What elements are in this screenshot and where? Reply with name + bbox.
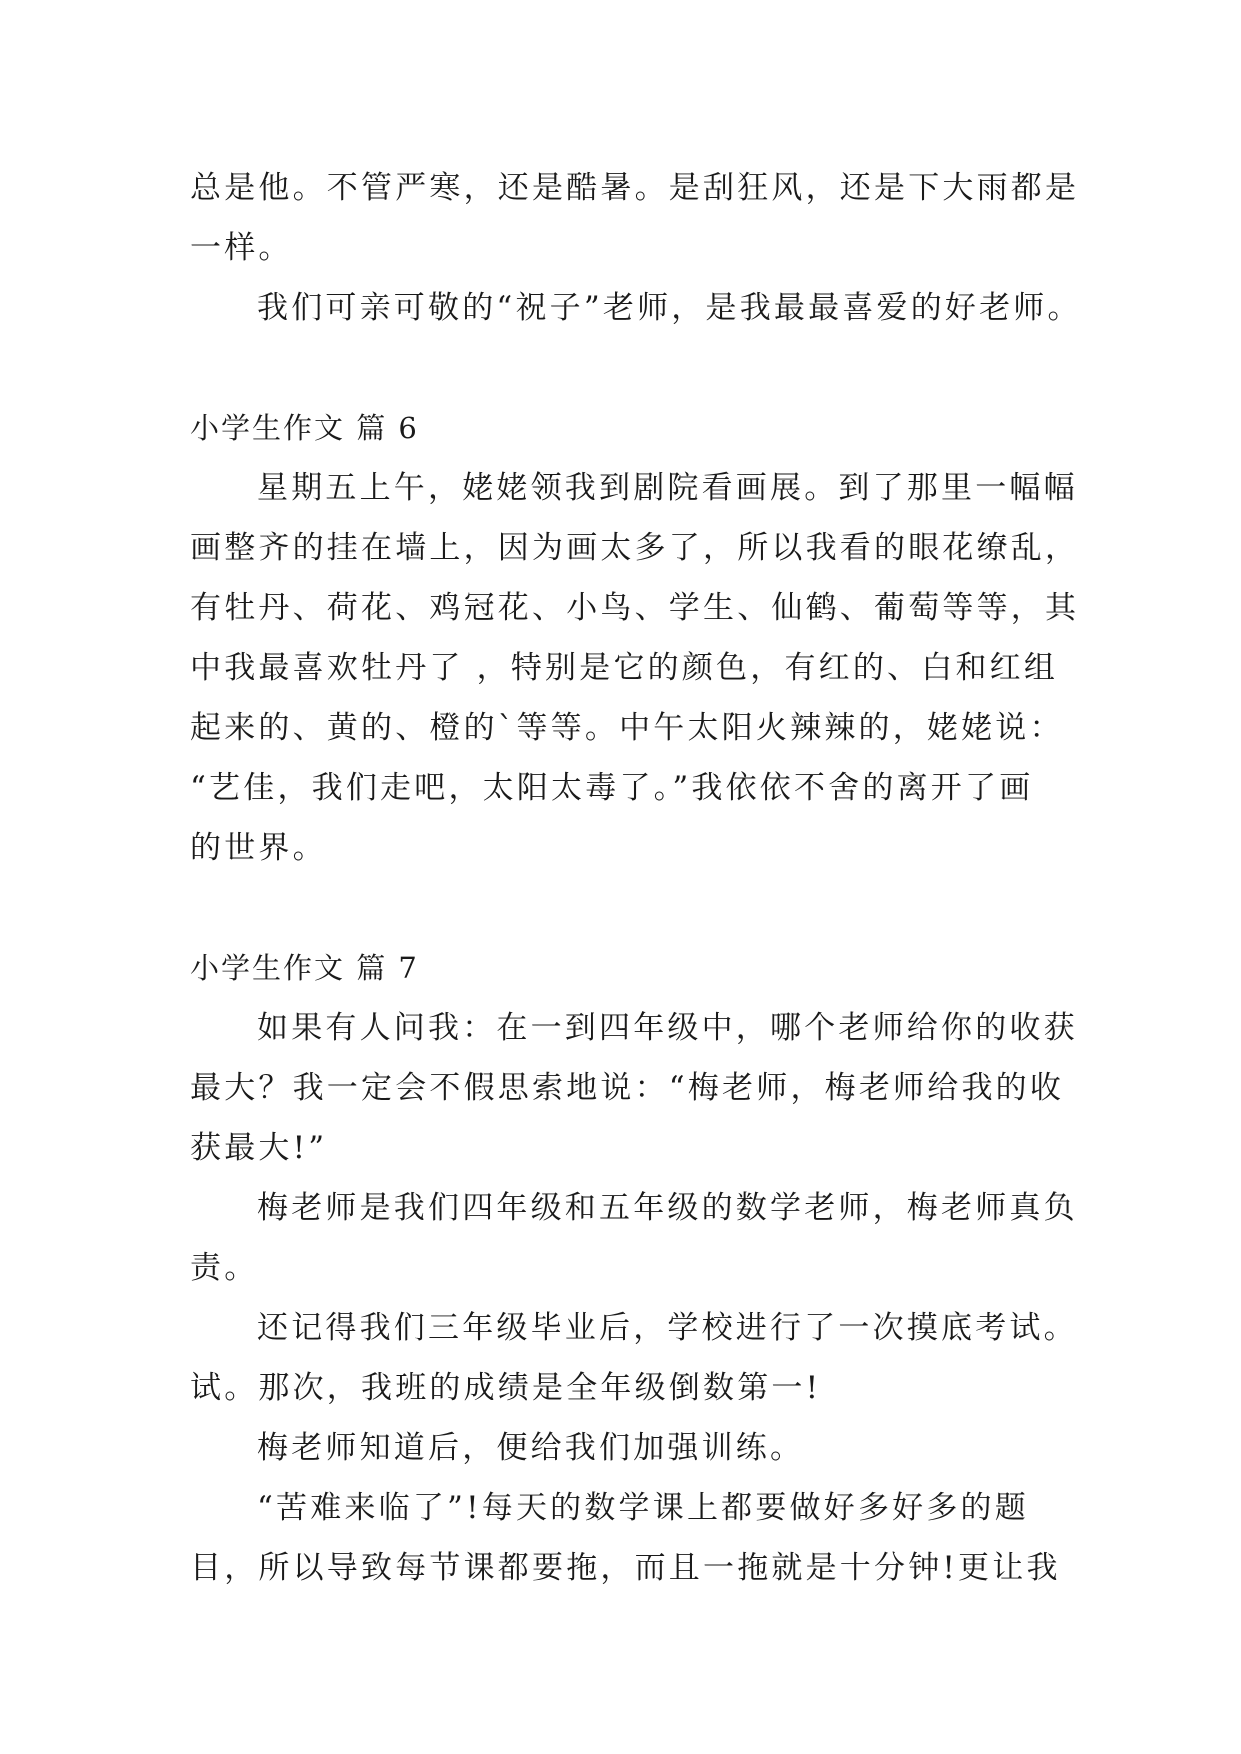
text-line: 星期五上午，姥姥领我到剧院看画展。到了那里一幅幅	[257, 470, 1078, 506]
text-line: “艺佳，我们走吧，太阳太毒了。”我依依不舍的离开了画	[190, 770, 1034, 806]
text-line: 获最大!”	[190, 1130, 328, 1166]
text-line: “苦难来临了”!每天的数学课上都要做好多好多的题	[257, 1490, 1029, 1526]
text-line: 的世界。	[190, 830, 327, 866]
text-line: 一样。	[190, 230, 293, 266]
text-line: 画整齐的挂在墙上，因为画太多了，所以我看的眼花缭乱，	[190, 530, 1080, 566]
text-line: 梅老师知道后，便给我们加强训练。	[257, 1430, 805, 1466]
text-line: 试。那次，我班的成绩是全年级倒数第一!	[190, 1370, 822, 1406]
text-line: 责。	[190, 1250, 259, 1286]
text-line: 我们可亲可敬的“祝子”老师，是我最最喜爱的好老师。	[257, 290, 1082, 326]
document-body	[190, 158, 1082, 1598]
section-gap	[190, 878, 1060, 938]
text-line: 最大？我一定会不假思索地说：“梅老师，梅老师给我的收	[190, 1070, 1065, 1106]
text-line: 还记得我们三年级毕业后，学校进行了一次摸底考试。	[257, 1310, 1078, 1346]
text-line: 如果有人问我：在一到四年级中，哪个老师给你的收获	[257, 1010, 1078, 1046]
text-line: 梅老师是我们四年级和五年级的数学老师，梅老师真负	[257, 1190, 1078, 1226]
text-line: 中我最喜欢牡丹了 ，特别是它的颜色，有红的、白和红组	[190, 650, 1059, 686]
section-title-7: 小学生作文 篇 7	[190, 951, 419, 985]
text-line: 有牡丹、荷花、鸡冠花、小鸟、学生、仙鹤、葡萄等等，其	[190, 590, 1080, 626]
text-line: 起来的、黄的、橙的`等等。中午太阳火辣辣的，姥姥说：	[190, 710, 1064, 746]
text-line: 目，所以导致每节课都要拖，而且一拖就是十分钟!更让我	[190, 1550, 1061, 1586]
text-line: 总是他。不管严寒，还是酷暑。是刮狂风，还是下大雨都是	[190, 170, 1080, 206]
section-gap	[190, 338, 1060, 398]
section-title-6: 小学生作文 篇 6	[190, 411, 419, 445]
